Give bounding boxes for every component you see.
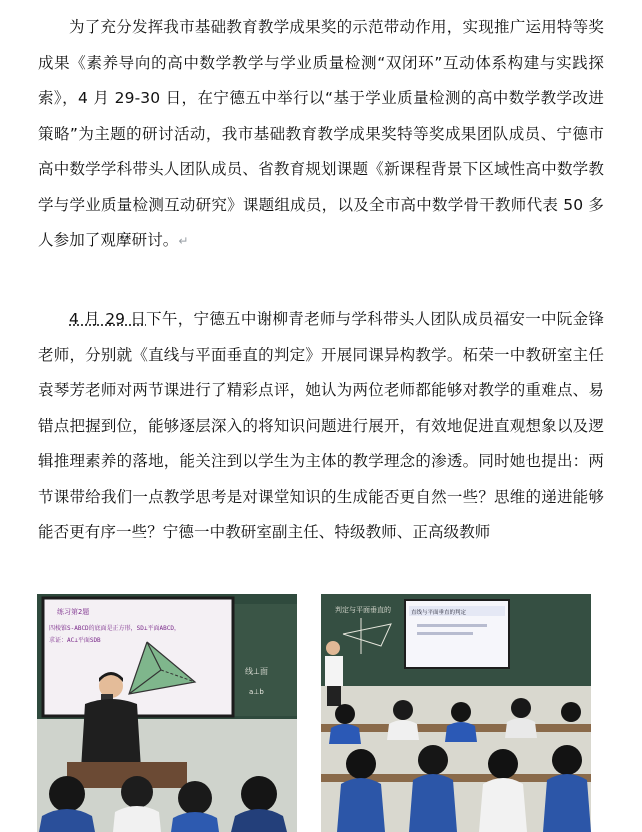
paragraph-2-date: 4 月 29 日 (69, 310, 147, 328)
teacher-shirt (81, 699, 141, 769)
board-writing-1: 线⊥面 (245, 667, 268, 676)
paragraph-2-text: 下午，宁德五中谢柳青老师与学科带头人团队成员福安一中阮金锋老师，分别就《直线与平面垂直的判定》开展同课异构教学。柘荣一中教研室主任袁琴芳老师对两节课进行了精彩点评，她认为两位老师都能够对教学的重难点、易错点把握到位，能够逐层深入的将知识问题进行展开，有效地促进直观想象以及逻辑推理素养的落地，能关注到以学生为主体的教学理念的渗透。同时她也提出：两节课带给我们一点教学思考是对课堂知识的生成能否更自然一些？思维的递进能够能否更有序一些？宁德一中教研室副主任、特级教师、正高级教师 (38, 310, 604, 541)
paragraph-1-text: 为了充分发挥我市基础教育教学成果奖的示范带动作用，实现推广运用特等奖成果《素养导向的高中数学教学与学业质量检测“双闭环”互动体系构建与实践探索》，4 月 29-30 日，在宁德五中举行以“基于学业质量检测的高中数学教学改进策略”为主题的研讨活动，我市基础教育教学成果奖特等奖成果团队成员、宁德市高中数学学科带头人团队成员、省教育规划课题《新课程背景下区域性高中数学教学与学业质量检测互动研究》课题组成员，以及全市高中数学骨干教师代表 50 多人参加了观摩研讨。 (38, 18, 604, 249)
board-writing-right: 判定与平面垂直的 (335, 606, 391, 614)
classroom-photo-left-image (37, 594, 297, 832)
classroom-photo-right-image (321, 594, 591, 832)
classroom-photo-right (321, 594, 591, 832)
classroom-photo-left (37, 594, 297, 832)
screen-line-2: 四棱锥S-ABCD的底面是正方形，SD⊥平面ABCD， (49, 625, 180, 632)
screen-line-1: 练习第2题 (57, 608, 90, 616)
board-writing-2: a⊥b (249, 688, 264, 696)
paragraph-2 (38, 302, 604, 551)
paragraph-mark: ↵ (178, 234, 189, 248)
screen-line-3: 求证：AC⊥平面SDB (49, 637, 101, 644)
screen-title-right: 直线与平面垂直的判定 (411, 610, 467, 616)
paragraph-1 (38, 10, 604, 260)
